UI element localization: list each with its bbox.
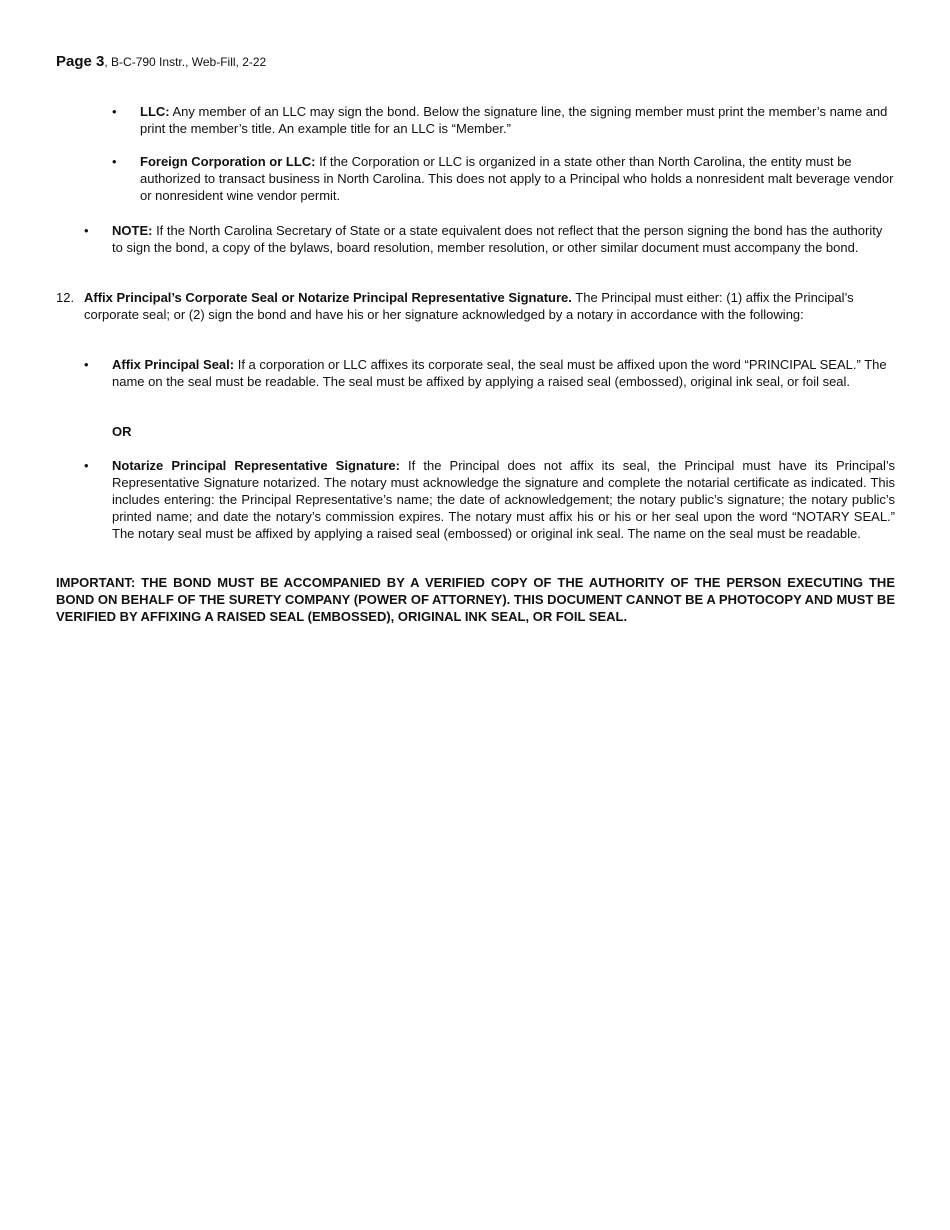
foreign-corp-label: Foreign Corporation or LLC:	[140, 154, 316, 169]
llc-paragraph	[140, 103, 895, 137]
foreign-bullet: •	[112, 154, 117, 169]
item-12-number: 12.	[56, 290, 75, 305]
notarize-paragraph	[112, 457, 895, 542]
affix-seal-text: If a corporation or LLC affixes its corporate seal, the seal must be affixed upon the word “PRINCIPAL SEAL.” The name on the seal must be readable. The seal must be affixed by applying a raised seal (embossed), original ink seal, or foil seal.	[112, 357, 887, 389]
item-12-paragraph	[84, 289, 884, 323]
or-text: OR	[112, 424, 132, 439]
affix-seal-label: Affix Principal Seal:	[112, 357, 235, 372]
notarize-label: Notarize Principal Representative Signature:	[112, 458, 400, 473]
llc-label: LLC:	[140, 104, 170, 119]
page-number: Page 3	[56, 53, 105, 70]
foreign-corp-paragraph	[140, 153, 895, 204]
note-label: NOTE:	[112, 223, 153, 238]
notarize-text: If the Principal does not affix its seal, the Principal must have its Principal’s Representative Signature notarized. The notary must acknowledge the signature and complete the notarial certificate as indicated. This includes entering: the Principal Representative’s name; the date of acknowledgement; the notary public’s signature; the notary public’s printed name; and date the notary’s commission expires. The notary must affix his or his or her seal upon the word “NOTARY SEAL.” The notary seal must be affixed by applying a raised seal (embossed) or original ink seal. The name on the seal must be readable.	[112, 458, 895, 541]
form-reference: , B-C-790 Instr., Web-Fill, 2-22	[104, 55, 267, 69]
item-12-text: The Principal must either: (1) affix the Principal’s corporate seal; or (2) sign the bond and have his or her signature acknowledged by a notary in accordance with the following:	[84, 290, 854, 322]
affix-seal-paragraph	[112, 356, 895, 390]
affix-bullet: •	[84, 357, 89, 372]
item-12-label: Affix Principal’s Corporate Seal or Notarize Principal Representative Signature.	[84, 290, 572, 305]
or-label	[112, 423, 132, 440]
llc-text: Any member of an LLC may sign the bond. Below the signature line, the signing member must print the member’s name and print the member’s title. An example title for an LLC is “Member.”	[140, 104, 888, 136]
page-header	[56, 53, 266, 71]
important-notice: IMPORTANT: THE BOND MUST BE ACCOMPANIED BY A VERIFIED COPY OF THE AUTHORITY OF THE PERSON EXECUTING THE BOND ON BEHALF OF THE SURETY COMPANY (POWER OF ATTORNEY). THIS DOCUMENT CANNOT BE A PHOTOCOPY AND MUST BE VERIFIED BY AFFIXING A RAISED SEAL (EMBOSSED), ORIGINAL INK SEAL, OR FOIL SEAL.	[56, 575, 895, 624]
note-text: If the North Carolina Secretary of State or a state equivalent does not reflect that the person signing the bond has the authority to sign the bond, a copy of the bylaws, board resolution, member resolution, or other similar document must accompany the bond.	[112, 223, 883, 255]
note-paragraph	[112, 222, 895, 256]
note-bullet: •	[84, 223, 89, 238]
notarize-bullet: •	[84, 458, 89, 473]
foreign-corp-text: If the Corporation or LLC is organized in a state other than North Carolina, the entity must be authorized to transact business in North Carolina. This does not apply to a Principal who holds a nonresident malt beverage vendor or nonresident wine vendor permit.	[140, 154, 894, 203]
llc-bullet: •	[112, 104, 117, 119]
